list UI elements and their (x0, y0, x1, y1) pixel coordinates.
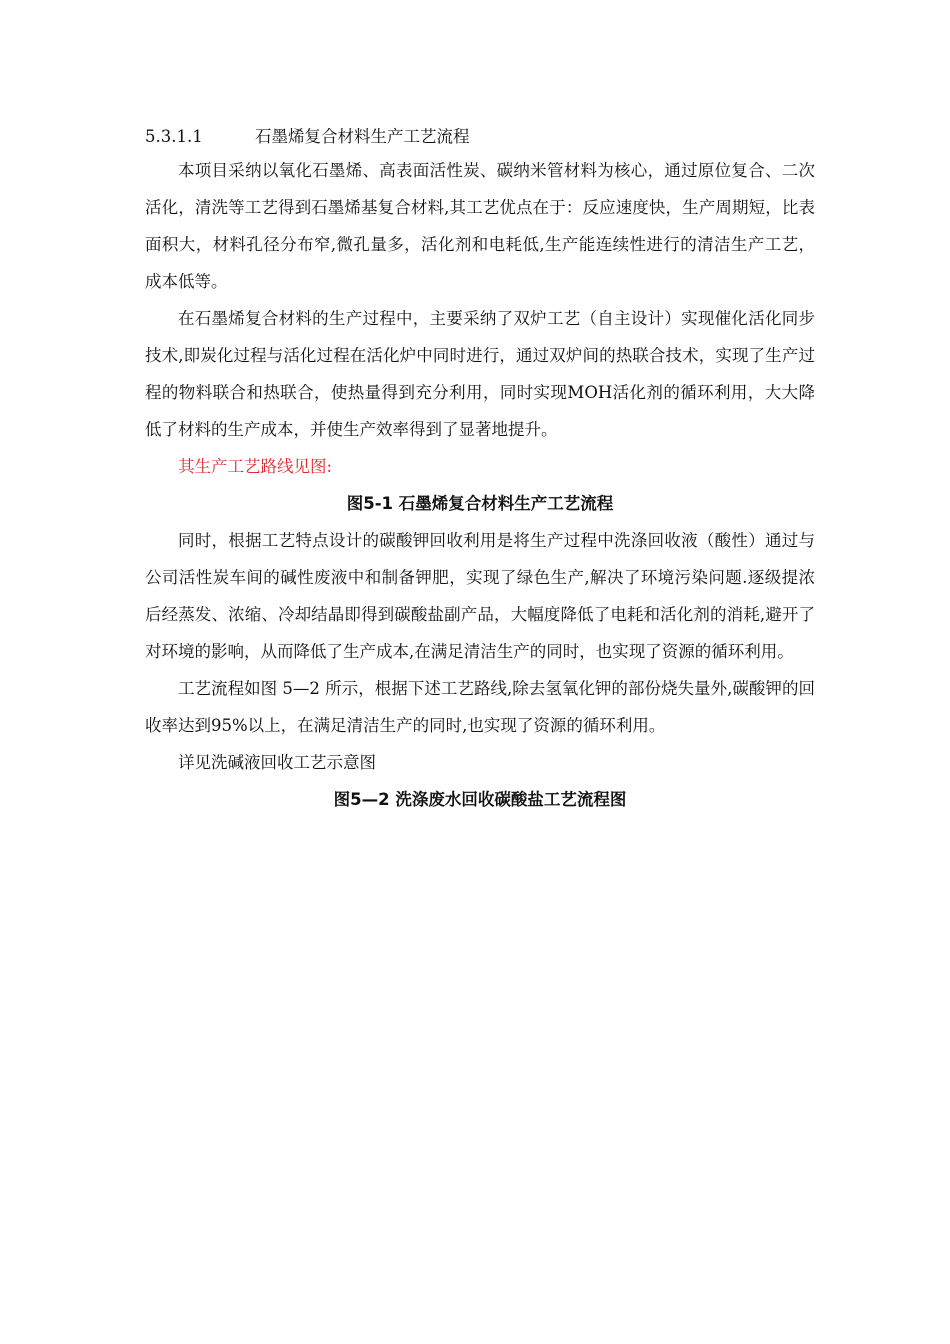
figure-caption-5-1: 图5-1 石墨烯复合材料生产工艺流程 (346, 494, 614, 513)
route-note: 其生产工艺路线见图: (178, 457, 333, 476)
section-heading (145, 122, 815, 152)
paragraph-dual-furnace: 在石墨烯复合材料的生产过程中，主要采纳了双炉工艺（自主设计）实现催化活化同步技术,即炭化过程与活化过程在活化炉中同时进行，通过双炉间的热联合技术，实现了生产过程的物料联合和热联合，使热量得到充分利用，同时实现MOH活化剂的循环利用，大大降低了材料的生产成本，并使生产效率得到了显著地提升。 (145, 309, 815, 439)
paragraph-intro: 本项目采纳以氧化石墨烯、高表面活性炭、碳纳米管材料为核心，通过原位复合、二次活化，清洗等工艺得到石墨烯基复合材料,其工艺优点在于：反应速度快，生产周期短，比表面积大，材料孔径分布窄,微孔量多，活化剂和电耗低,生产能连续性进行的清洁生产工艺，成本低等。 (145, 161, 815, 291)
paragraph-potassium-recovery: 同时，根据工艺特点设计的碳酸钾回收利用是将生产过程中洗涤回收液（酸性）通过与公司活性炭车间的碱性废液中和制备钾肥，实现了绿色生产,解决了环境污染问题.逐级提浓后经蒸发、浓缩、冷却结晶即得到碳酸盐副产品，大幅度降低了电耗和活化剂的消耗,避开了对环境的影响，从而降低了生产成本,在满足清洁生产的同时，也实现了资源的循环利用。 (145, 531, 815, 661)
figure-caption-5-2: 图5—2 洗涤废水回收碳酸盐工艺流程图 (333, 790, 627, 809)
section-number: 5.3.1.1 (145, 127, 203, 146)
paragraph-process-flow: 工艺流程如图 5—2 所示，根据下述工艺路线,除去氢氧化钾的部份烧失量外,碳酸钾的回收率达到95%以上，在满足清洁生产的同时,也实现了资源的循环利用。 (145, 679, 815, 735)
document-body (145, 122, 815, 818)
detail-note: 详见洗碱液回收工艺示意图 (178, 753, 376, 772)
section-title: 石墨烯复合材料生产工艺流程 (255, 127, 470, 146)
